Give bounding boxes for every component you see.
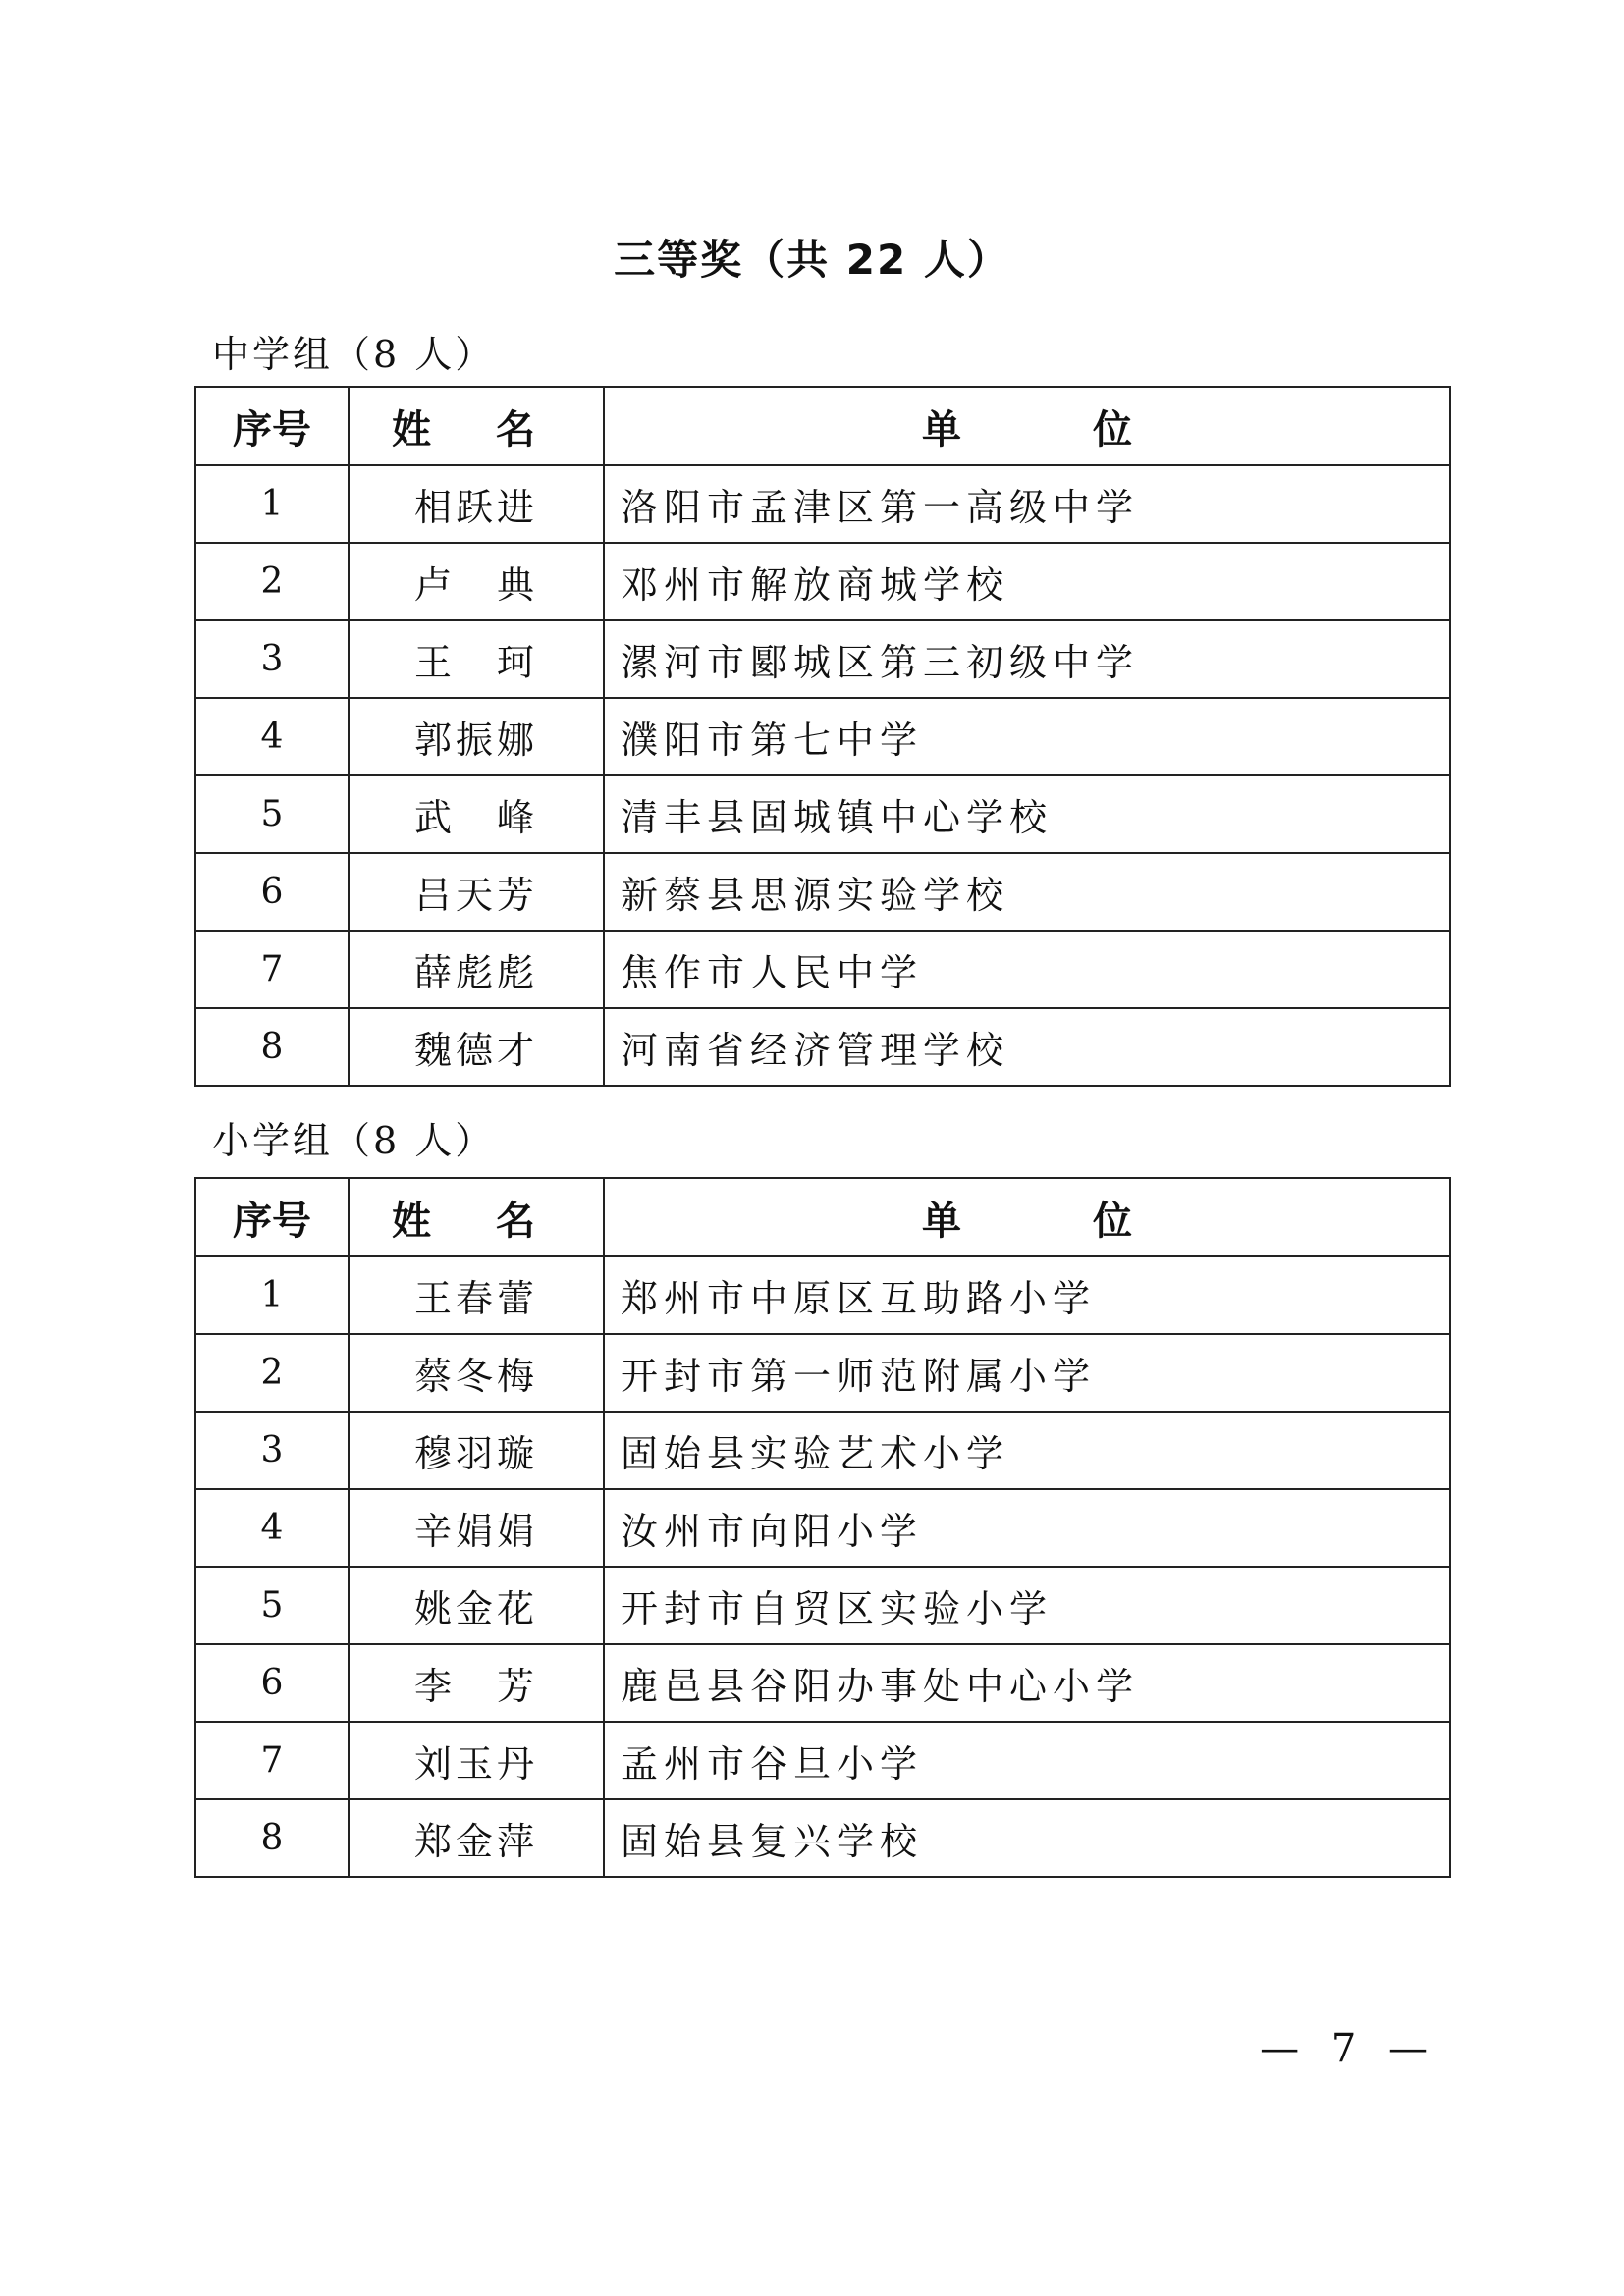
header-unit: 单 位 (604, 387, 1450, 465)
row-index: 2 (195, 1334, 349, 1412)
group-title-primary-school: 小学组（8 人） (212, 1119, 496, 1162)
award-table-primary-school (194, 1177, 1451, 1878)
row-unit: 固始县实验艺术小学 (604, 1412, 1450, 1489)
row-name: 魏德才 (349, 1008, 604, 1086)
row-unit: 濮阳市第七中学 (604, 698, 1450, 775)
row-index: 8 (195, 1008, 349, 1086)
table-row (195, 465, 1450, 543)
row-index: 3 (195, 1412, 349, 1489)
table-row (195, 543, 1450, 620)
row-index: 7 (195, 931, 349, 1008)
table-row (195, 1722, 1450, 1799)
table-row (195, 1412, 1450, 1489)
row-unit: 鹿邑县谷阳办事处中心小学 (604, 1644, 1450, 1722)
row-unit: 焦作市人民中学 (604, 931, 1450, 1008)
row-unit: 郑州市中原区互助路小学 (604, 1256, 1450, 1334)
row-name: 相跃进 (349, 465, 604, 543)
header-index: 序号 (195, 1178, 349, 1256)
header-unit: 单 位 (604, 1178, 1450, 1256)
row-index: 8 (195, 1799, 349, 1877)
table-header-row (195, 387, 1450, 465)
row-name: 卢 典 (349, 543, 604, 620)
row-unit: 河南省经济管理学校 (604, 1008, 1450, 1086)
page-title: 三等奖（共 22 人） (614, 236, 1010, 284)
group-title-middle-school: 中学组（8 人） (212, 333, 496, 376)
row-index: 1 (195, 465, 349, 543)
row-unit: 清丰县固城镇中心学校 (604, 775, 1450, 853)
table-row (195, 775, 1450, 853)
row-index: 1 (195, 1256, 349, 1334)
row-name: 蔡冬梅 (349, 1334, 604, 1412)
row-index: 7 (195, 1722, 349, 1799)
table-row (195, 1644, 1450, 1722)
table-row (195, 1008, 1450, 1086)
row-unit: 开封市第一师范附属小学 (604, 1334, 1450, 1412)
row-index: 5 (195, 1567, 349, 1644)
header-name: 姓 名 (349, 387, 604, 465)
table-row (195, 1256, 1450, 1334)
award-table-middle-school (194, 386, 1451, 1087)
row-index: 5 (195, 775, 349, 853)
header-name: 姓 名 (349, 1178, 604, 1256)
table-header-row (195, 1178, 1450, 1256)
header-index: 序号 (195, 387, 349, 465)
row-name: 武 峰 (349, 775, 604, 853)
row-name: 郭振娜 (349, 698, 604, 775)
row-name: 穆羽璇 (349, 1412, 604, 1489)
row-name: 王 珂 (349, 620, 604, 698)
table-row (195, 1567, 1450, 1644)
row-unit: 洛阳市孟津区第一高级中学 (604, 465, 1450, 543)
row-name: 姚金花 (349, 1567, 604, 1644)
table-row (195, 1489, 1450, 1567)
row-unit: 开封市自贸区实验小学 (604, 1567, 1450, 1644)
row-index: 3 (195, 620, 349, 698)
row-index: 4 (195, 698, 349, 775)
row-unit: 孟州市谷旦小学 (604, 1722, 1450, 1799)
table-body (195, 1256, 1450, 1877)
table-row (195, 1799, 1450, 1877)
row-name: 刘玉丹 (349, 1722, 604, 1799)
page-number: — 7 — (1260, 2026, 1437, 2071)
row-name: 郑金萍 (349, 1799, 604, 1877)
row-name: 吕天芳 (349, 853, 604, 931)
row-name: 薛彪彪 (349, 931, 604, 1008)
row-unit: 漯河市郾城区第三初级中学 (604, 620, 1450, 698)
table-row (195, 853, 1450, 931)
row-unit: 新蔡县思源实验学校 (604, 853, 1450, 931)
row-unit: 固始县复兴学校 (604, 1799, 1450, 1877)
row-index: 2 (195, 543, 349, 620)
row-unit: 汝州市向阳小学 (604, 1489, 1450, 1567)
row-index: 6 (195, 1644, 349, 1722)
row-index: 6 (195, 853, 349, 931)
table-row (195, 931, 1450, 1008)
row-name: 王春蕾 (349, 1256, 604, 1334)
row-name: 辛娟娟 (349, 1489, 604, 1567)
table-row (195, 698, 1450, 775)
row-unit: 邓州市解放商城学校 (604, 543, 1450, 620)
table-row (195, 1334, 1450, 1412)
row-name: 李 芳 (349, 1644, 604, 1722)
table-row (195, 620, 1450, 698)
row-index: 4 (195, 1489, 349, 1567)
table-body (195, 465, 1450, 1086)
